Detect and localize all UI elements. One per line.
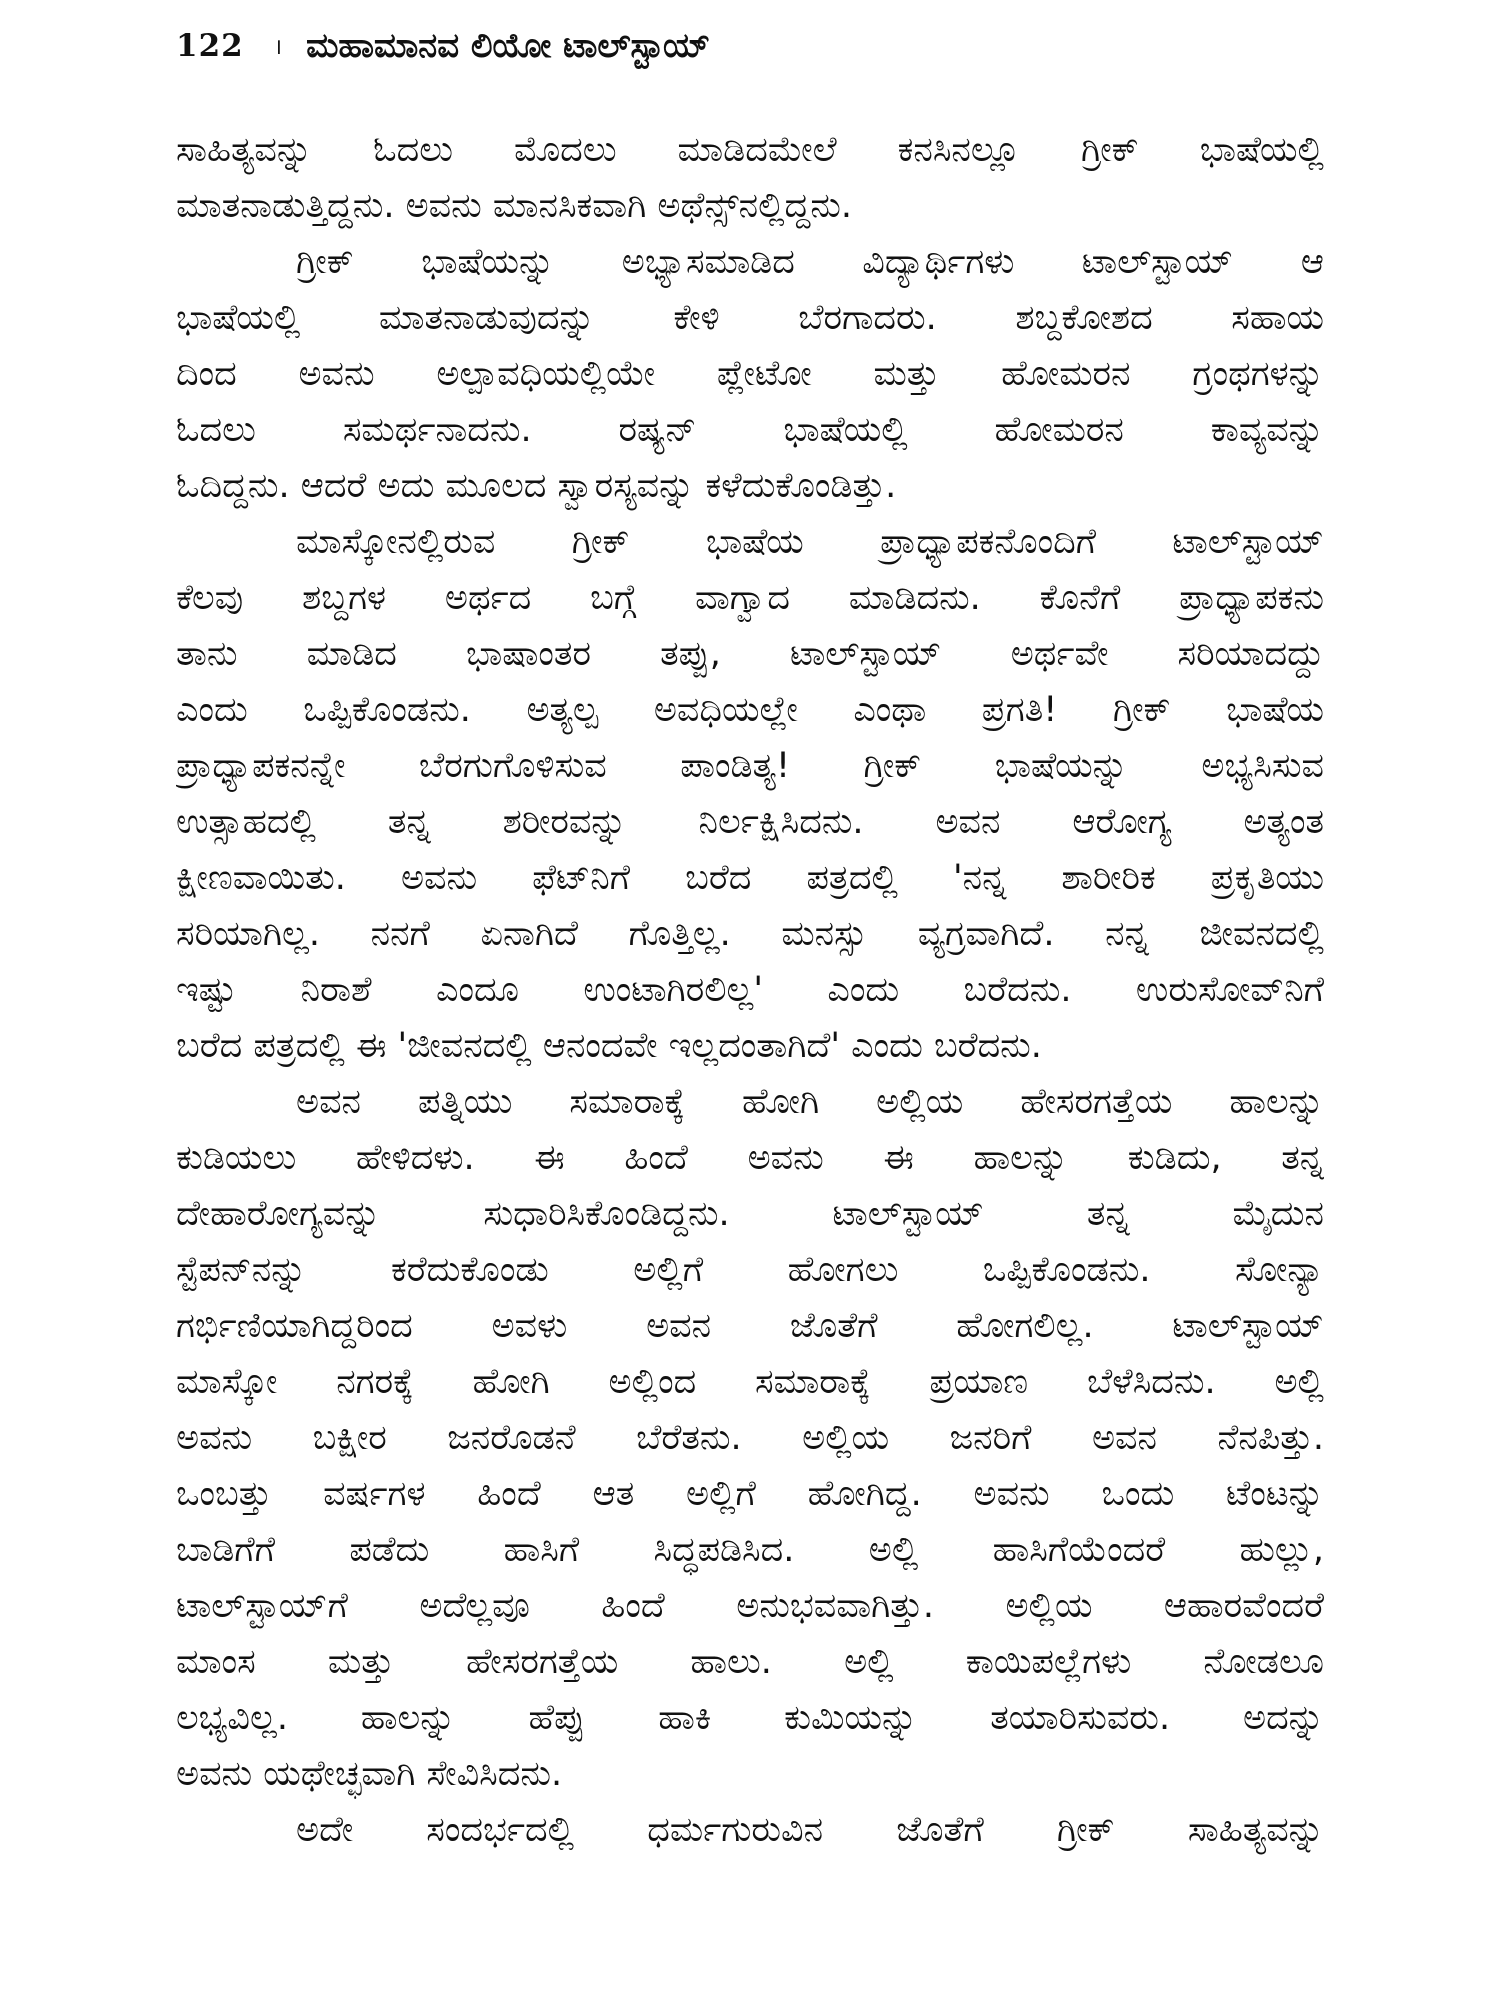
running-title: ಮಹಾಮಾನವ ಲಿಯೋ ಟಾಲ್‌ಸ್ಟಾಯ್ bbox=[306, 26, 711, 66]
text-line: ಟಾಲ್‌ಸ್ಟಾಯ್‌ಗೆ ಅದೆಲ್ಲವೂ ಹಿಂದೆ ಅನುಭವವಾಗಿತ್ತು. ಅಲ್ಲಿಯ ಆಹಾರವೆಂದರೆ bbox=[176, 1586, 1324, 1626]
header-separator: । bbox=[273, 35, 283, 60]
text-line: ಉತ್ಸಾಹದಲ್ಲಿ ತನ್ನ ಶರೀರವನ್ನು ನಿರ್ಲಕ್ಷಿಸಿದನು. ಅವನ ಆರೋಗ್ಯ ಅತ್ಯಂತ bbox=[176, 802, 1324, 842]
text-line: ಇಷ್ಟು ನಿರಾಶೆ ಎಂದೂ ಉಂಟಾಗಿರಲಿಲ್ಲ' ಎಂದು ಬರೆದನು. ಉರುಸೋವ್‌ನಿಗೆ bbox=[176, 970, 1324, 1010]
text-line: ಪ್ರಾಧ್ಯಾಪಕನನ್ನೇ ಬೆರಗುಗೊಳಿಸುವ ಪಾಂಡಿತ್ಯ! ಗ್ರೀಕ್ ಭಾಷೆಯನ್ನು ಅಭ್ಯಸಿಸುವ bbox=[176, 746, 1324, 786]
paragraph-start-line: ಅದೇ ಸಂದರ್ಭದಲ್ಲಿ ಧರ್ಮಗುರುವಿನ ಜೊತೆಗೆ ಗ್ರೀಕ್ ಸಾಹಿತ್ಯವನ್ನು bbox=[296, 1810, 1324, 1850]
text-line: ಒಂಬತ್ತು ವರ್ಷಗಳ ಹಿಂದೆ ಆತ ಅಲ್ಲಿಗೆ ಹೋಗಿದ್ದ. ಅವನು ಒಂದು ಟೆಂಟನ್ನು bbox=[176, 1474, 1324, 1514]
text-line: ಗರ್ಭಿಣಿಯಾಗಿದ್ದರಿಂದ ಅವಳು ಅವನ ಜೊತೆಗೆ ಹೋಗಲಿಲ್ಲ. ಟಾಲ್‌ಸ್ಟಾಯ್ bbox=[176, 1306, 1324, 1346]
text-line: ಮಾತನಾಡುತ್ತಿದ್ದನು. ಅವನು ಮಾನಸಿಕವಾಗಿ ಅಥೆನ್ಸ್‌ನಲ್ಲಿದ್ದನು. bbox=[176, 186, 853, 226]
text-line: ಓದಲು ಸಮರ್ಥನಾದನು. ರಷ್ಯನ್ ಭಾಷೆಯಲ್ಲಿ ಹೋಮರನ ಕಾವ್ಯವನ್ನು bbox=[176, 410, 1324, 450]
text-line: ದೇಹಾರೋಗ್ಯವನ್ನು ಸುಧಾರಿಸಿಕೊಂಡಿದ್ದನು. ಟಾಲ್‌ಸ್ಟಾಯ್ ತನ್ನ ಮೈದುನ bbox=[176, 1194, 1324, 1234]
text-line: ಕುಡಿಯಲು ಹೇಳಿದಳು. ಈ ಹಿಂದೆ ಅವನು ಈ ಹಾಲನ್ನು ಕುಡಿದು, ತನ್ನ bbox=[176, 1138, 1324, 1178]
text-line: ಸಾಹಿತ್ಯವನ್ನು ಓದಲು ಮೊದಲು ಮಾಡಿದಮೇಲೆ ಕನಸಿನಲ್ಲೂ ಗ್ರೀಕ್ ಭಾಷೆಯಲ್ಲಿ bbox=[176, 130, 1324, 170]
text-line: ಕ್ಷೀಣವಾಯಿತು. ಅವನು ಫೆಟ್‌ನಿಗೆ ಬರೆದ ಪತ್ರದಲ್ಲಿ 'ನನ್ನ ಶಾರೀರಿಕ ಪ್ರಕೃತಿಯು bbox=[176, 858, 1324, 898]
paragraph-start-line: ಮಾಸ್ಕೋನಲ್ಲಿರುವ ಗ್ರೀಕ್ ಭಾಷೆಯ ಪ್ರಾಧ್ಯಾಪಕನೊಂದಿಗೆ ಟಾಲ್‌ಸ್ಟಾಯ್ bbox=[296, 522, 1324, 562]
text-line: ಮಾಸ್ಕೋ ನಗರಕ್ಕೆ ಹೋಗಿ ಅಲ್ಲಿಂದ ಸಮಾರಾಕ್ಕೆ ಪ್ರಯಾಣ ಬೆಳೆಸಿದನು. ಅಲ್ಲಿ bbox=[176, 1362, 1324, 1402]
text-line: ಬರೆದ ಪತ್ರದಲ್ಲಿ ಈ 'ಜೀವನದಲ್ಲಿ ಆನಂದವೇ ಇಲ್ಲದಂತಾಗಿದೆ' ಎಂದು ಬರೆದನು. bbox=[176, 1026, 1042, 1066]
text-line: ಎಂದು ಒಪ್ಪಿಕೊಂಡನು. ಅತ್ಯಲ್ಪ ಅವಧಿಯಲ್ಲೇ ಎಂಥಾ ಪ್ರಗತಿ! ಗ್ರೀಕ್ ಭಾಷೆಯ bbox=[176, 690, 1324, 730]
text-line: ಬಾಡಿಗೆಗೆ ಪಡೆದು ಹಾಸಿಗೆ ಸಿದ್ಧಪಡಿಸಿದ. ಅಲ್ಲಿ ಹಾಸಿಗೆಯೆಂದರೆ ಹುಲ್ಲು, bbox=[176, 1530, 1324, 1570]
text-line: ತಾನು ಮಾಡಿದ ಭಾಷಾಂತರ ತಪ್ಪು, ಟಾಲ್‌ಸ್ಟಾಯ್ ಅರ್ಥವೇ ಸರಿಯಾದದ್ದು bbox=[176, 634, 1324, 674]
text-line: ಸರಿಯಾಗಿಲ್ಲ. ನನಗೆ ಏನಾಗಿದೆ ಗೊತ್ತಿಲ್ಲ. ಮನಸ್ಸು ವ್ಯಗ್ರವಾಗಿದೆ. ನನ್ನ ಜೀವನದಲ್ಲಿ bbox=[176, 914, 1324, 954]
body-text bbox=[176, 122, 1324, 1858]
page-number: 122 bbox=[176, 28, 244, 64]
text-line: ಲಭ್ಯವಿಲ್ಲ. ಹಾಲನ್ನು ಹೆಪ್ಪು ಹಾಕಿ ಕುಮಿಯನ್ನು ತಯಾರಿಸುವರು. ಅದನ್ನು bbox=[176, 1698, 1324, 1738]
text-line: ದಿಂದ ಅವನು ಅಲ್ಪಾವಧಿಯಲ್ಲಿಯೇ ಪ್ಲೇಟೋ ಮತ್ತು ಹೋಮರನ ಗ್ರಂಥಗಳನ್ನು bbox=[176, 354, 1324, 394]
text-line: ಸ್ಟೆಪನ್‌ನನ್ನು ಕರೆದುಕೊಂಡು ಅಲ್ಲಿಗೆ ಹೋಗಲು ಒಪ್ಪಿಕೊಂಡನು. ಸೋನ್ಯಾ bbox=[176, 1250, 1324, 1290]
text-line: ಓದಿದ್ದನು. ಆದರೆ ಅದು ಮೂಲದ ಸ್ವಾರಸ್ಯವನ್ನು ಕಳೆದುಕೊಂಡಿತ್ತು. bbox=[176, 466, 897, 506]
text-line: ಅವನು ಬಕ್ಷೀರ ಜನರೊಡನೆ ಬೆರೆತನು. ಅಲ್ಲಿಯ ಜನರಿಗೆ ಅವನ ನೆನಪಿತ್ತು. bbox=[176, 1418, 1324, 1458]
text-line: ಭಾಷೆಯಲ್ಲಿ ಮಾತನಾಡುವುದನ್ನು ಕೇಳಿ ಬೆರಗಾದರು. ಶಬ್ದಕೋಶದ ಸಹಾಯ bbox=[176, 298, 1324, 338]
text-line: ಕೆಲವು ಶಬ್ದಗಳ ಅರ್ಥದ ಬಗ್ಗೆ ವಾಗ್ವಾದ ಮಾಡಿದನು. ಕೊನೆಗೆ ಪ್ರಾಧ್ಯಾಪಕನು bbox=[176, 578, 1324, 618]
paragraph-start-line: ಗ್ರೀಕ್ ಭಾಷೆಯನ್ನು ಅಭ್ಯಾಸಮಾಡಿದ ವಿದ್ಯಾರ್ಥಿಗಳು ಟಾಲ್‌ಸ್ಟಾಯ್ ಆ bbox=[296, 242, 1324, 282]
text-line: ಮಾಂಸ ಮತ್ತು ಹೇಸರಗತ್ತೆಯ ಹಾಲು. ಅಲ್ಲಿ ಕಾಯಿಪಲ್ಲೆಗಳು ನೋಡಲೂ bbox=[176, 1642, 1324, 1682]
page-header bbox=[176, 18, 710, 74]
text-line: ಅವನು ಯಥೇಚ್ಛವಾಗಿ ಸೇವಿಸಿದನು. bbox=[176, 1754, 563, 1794]
paragraph-start-line: ಅವನ ಪತ್ನಿಯು ಸಮಾರಾಕ್ಕೆ ಹೋಗಿ ಅಲ್ಲಿಯ ಹೇಸರಗತ್ತೆಯ ಹಾಲನ್ನು bbox=[296, 1082, 1324, 1122]
